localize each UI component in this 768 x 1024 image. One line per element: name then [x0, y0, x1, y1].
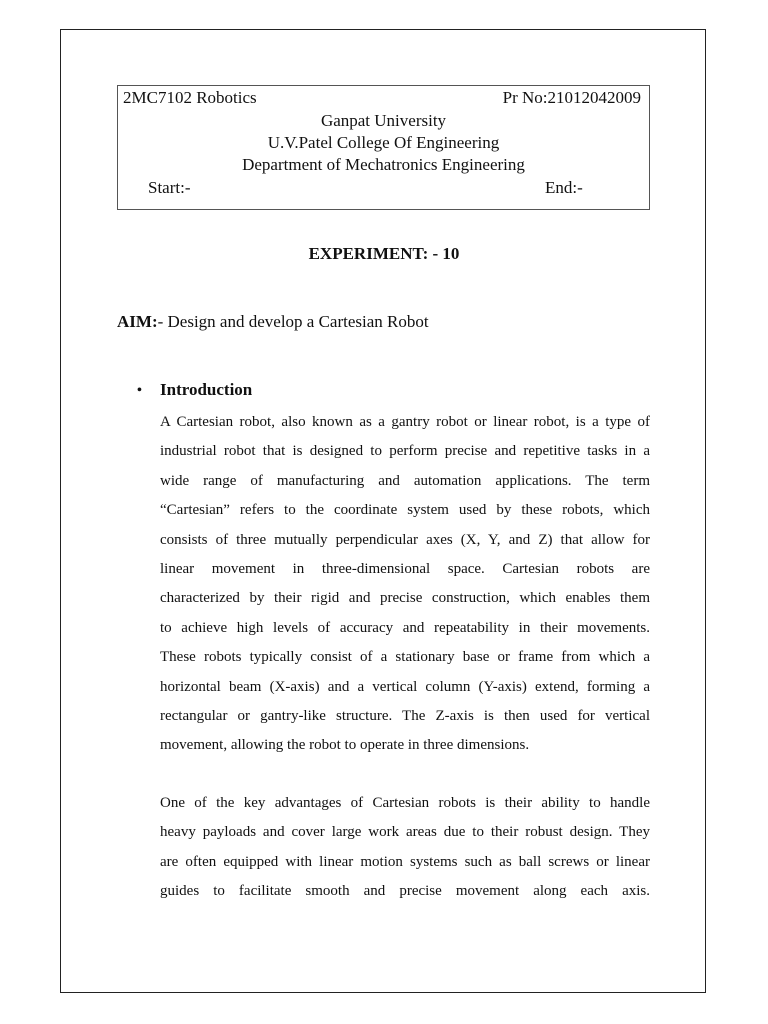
start-label: Start:- — [148, 178, 191, 197]
aim-label: AIM: — [117, 312, 158, 331]
paragraph-line: A Cartesian robot, also known as a gantry robot or linear robot, is a type of — [160, 414, 650, 430]
paragraph-line: industrial robot that is designed to perform precise and repetitive tasks in a — [160, 443, 650, 460]
header-row-time — [118, 177, 649, 199]
introduction-paragraph-1 — [160, 408, 650, 761]
end-label: End:- — [545, 178, 583, 197]
document-header — [117, 85, 650, 210]
paragraph-line: are often equipped with linear motion systems such as ball screws or linear — [160, 853, 650, 870]
course-code: 2MC7102 Robotics — [123, 88, 257, 107]
paragraph-line: characterized by their rigid and precise construction, which enables them — [160, 590, 650, 607]
practical-number: Pr No:21012042009 — [502, 88, 641, 107]
paragraph-line: linear movement in three-dimensional space. Cartesian robots are — [160, 561, 650, 578]
paragraph-line: guides to facilitate smooth and precise movement along each axis. — [160, 883, 650, 900]
aim-statement — [117, 311, 429, 333]
paragraph-line: heavy payloads and cover large work areas due to their robust design. They — [160, 824, 650, 841]
college-name: U.V.Patel College Of Engineering — [267, 133, 500, 152]
paragraph-line: wide range of manufacturing and automation applications. The term — [160, 472, 650, 489]
introduction-heading-text: Introduction — [160, 380, 253, 399]
paragraph-line: consists of three mutually perpendicular axes (X, Y, and Z) that allow for — [160, 531, 650, 548]
introduction-paragraph-2 — [160, 789, 650, 907]
bullet-icon: • — [137, 383, 142, 398]
paragraph-line: “Cartesian” refers to the coordinate system used by these robots, which — [160, 502, 650, 519]
introduction-heading — [137, 379, 252, 402]
paragraph-line: These robots typically consist of a stationary base or frame from which a — [160, 649, 650, 666]
paragraph-line: to achieve high levels of accuracy and repeatability in their movements. — [160, 619, 650, 636]
paragraph-line: movement, allowing the robot to operate in three dimensions. — [160, 737, 530, 754]
paragraph-line: rectangular or gantry-like structure. The Z-axis is then used for vertical — [160, 708, 650, 725]
experiment-title: EXPERIMENT: - 10 — [308, 244, 460, 263]
header-row-course — [118, 87, 649, 109]
paragraph-line: horizontal beam (X-axis) and a vertical column (Y-axis) extend, forming a — [160, 678, 650, 695]
paragraph-line: One of the key advantages of Cartesian robots is their ability to handle — [160, 795, 650, 811]
aim-text: - Design and develop a Cartesian Robot — [157, 312, 429, 331]
university-name: Ganpat University — [320, 111, 447, 130]
department-name: Department of Mechatronics Engineering — [242, 155, 525, 174]
